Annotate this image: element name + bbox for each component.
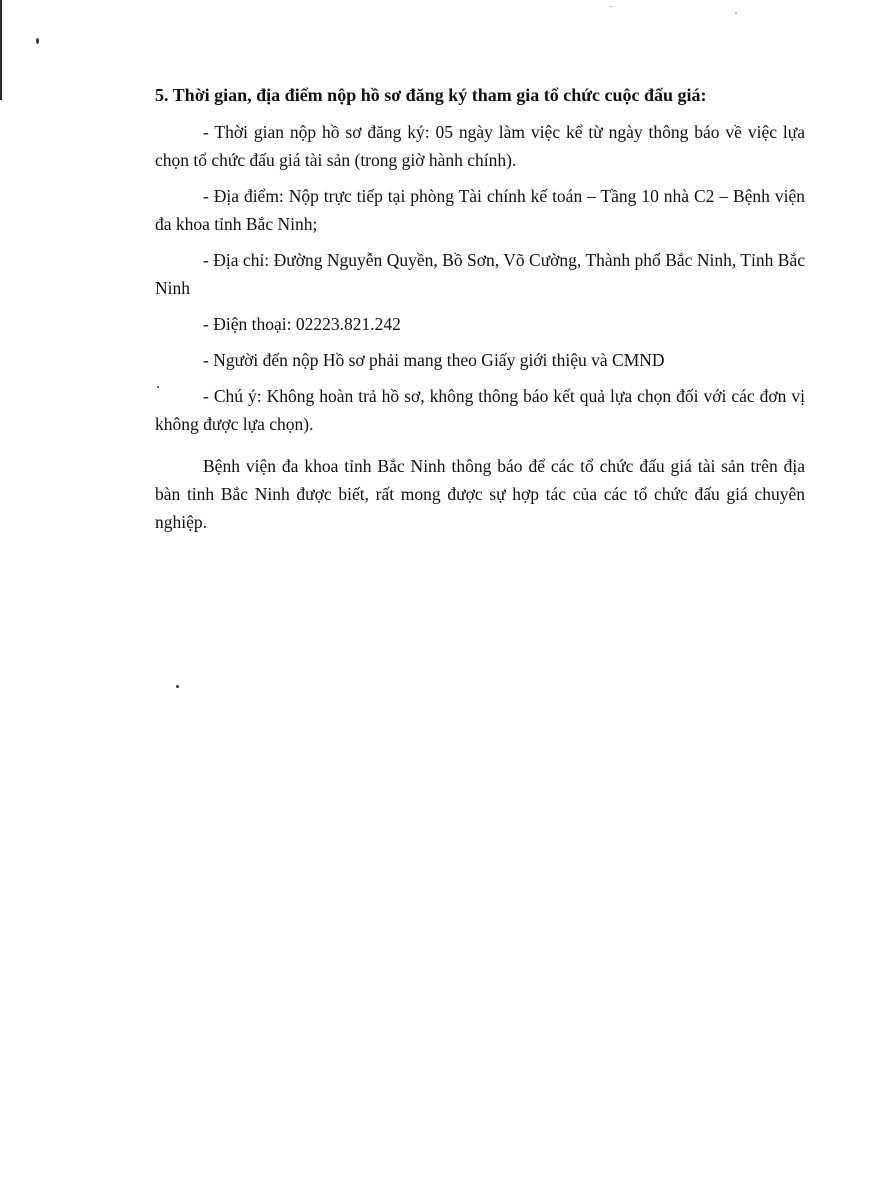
section-heading: 5. Thời gian, địa điểm nộp hồ sơ đăng ký tham gia tổ chức cuộc đấu giá: [155, 85, 707, 105]
item-submission-time: - Thời gian nộp hồ sơ đăng ký: 05 ngày làm việc kể từ ngày thông báo về việc lựa chọn tổ chức đấu giá tài sản (trong giờ hành chính). [155, 122, 805, 170]
item-phone: - Điện thoại: 02223.821.242 [203, 314, 401, 334]
scan-edge-mark [0, 0, 2, 100]
scan-speck [36, 38, 39, 44]
scan-speck [610, 6, 612, 7]
document-body [155, 78, 805, 536]
item-address: - Địa chỉ: Đường Nguyễn Quyền, Bồ Sơn, Võ Cường, Thành phố Bắc Ninh, Tỉnh Bắc Ninh [155, 250, 805, 298]
item-note: - Chú ý: Không hoàn trả hồ sơ, không thông báo kết quả lựa chọn đối với các đơn vị không được lựa chọn). [155, 386, 805, 434]
scan-speck [176, 685, 179, 688]
closing-paragraph: Bệnh viện đa khoa tỉnh Bắc Ninh thông báo để các tổ chức đấu giá tài sản trên địa bàn tỉnh Bắc Ninh được biết, rất mong được sự hợp tác của các tổ chức đấu giá chuyên nghiệp. [155, 456, 805, 532]
scan-speck [735, 12, 737, 14]
item-location: - Địa điểm: Nộp trực tiếp tại phòng Tài chính kế toán – Tầng 10 nhà C2 – Bệnh viện đa khoa tỉnh Bắc Ninh; [155, 186, 805, 234]
item-required-documents: - Người đến nộp Hồ sơ phải mang theo Giấy giới thiệu và CMND [203, 350, 665, 370]
